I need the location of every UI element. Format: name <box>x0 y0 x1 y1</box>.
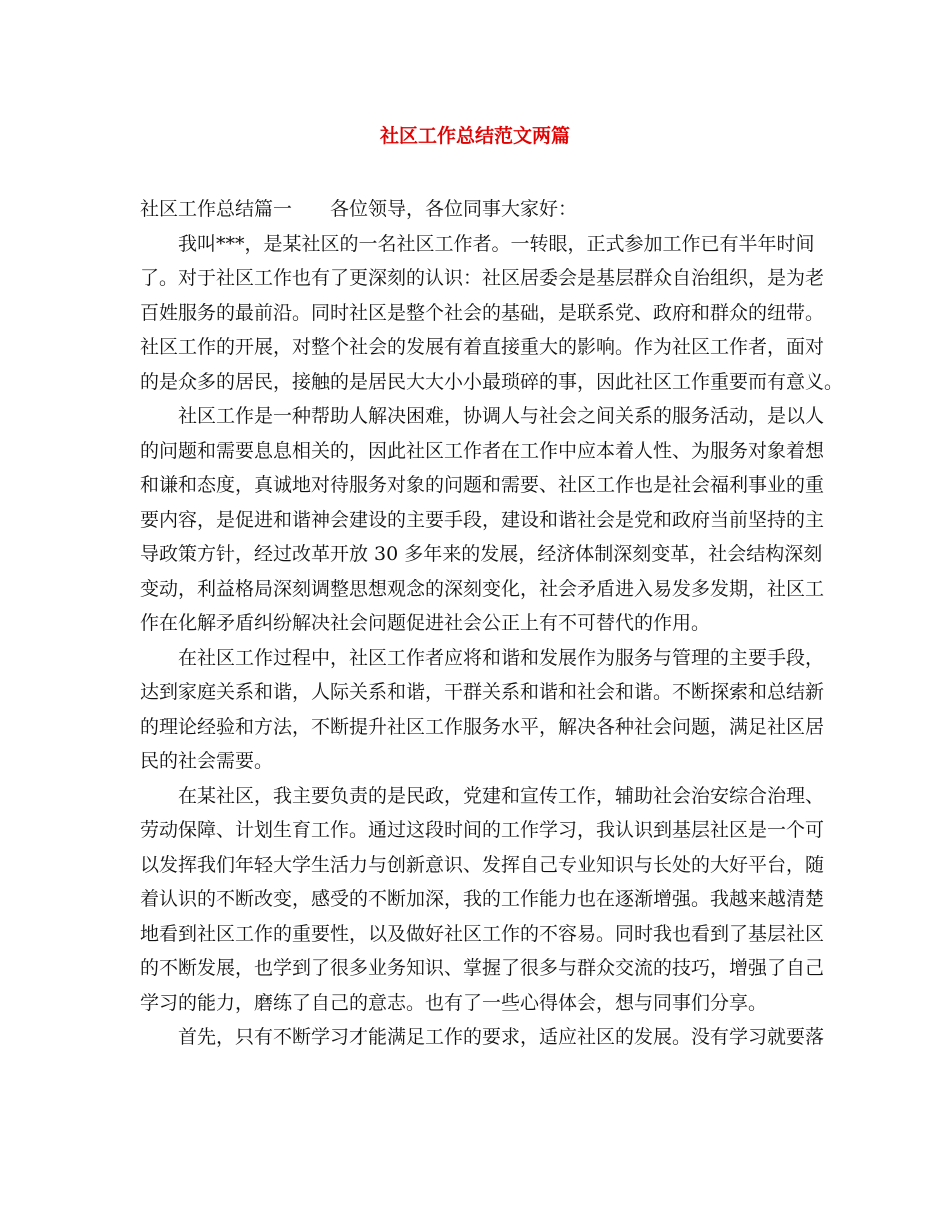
text-line: 在社区工作过程中，社区工作者应将和谐和发展作为服务与管理的主要手段， <box>178 646 825 669</box>
text-line: 首先，只有不断学习才能满足工作的要求，适应社区的发展。没有学习就要落 <box>178 1026 825 1048</box>
text-line: 和谦和态度，真诚地对待服务对象的问题和需要、社区工作也是社会福利事业的重 <box>140 474 825 496</box>
text-line: 劳动保障、计划生育工作。通过这段时间的工作学习，我认识到基层社区是一个可 <box>140 819 825 841</box>
text-line: 达到家庭关系和谐，人际关系和谐，干群关系和谐和社会和谐。不断探索和总结新 <box>140 681 825 703</box>
text-line: 百姓服务的最前沿。同时社区是整个社会的基础，是联系党、政府和群众的纽带。 <box>140 301 825 324</box>
text-line: 的不断发展，也学到了很多业务知识、掌握了很多与群众交流的技巧，增强了自己 <box>140 957 825 979</box>
text-line: 的问题和需要息息相关的，因此社区工作者在工作中应本着人性、为服务对象着想 <box>140 439 825 462</box>
text-line: 地看到社区工作的重要性，以及做好社区工作的不容易。同时我也看到了基层社区 <box>140 922 825 945</box>
text-line: 社区工作是一种帮助人解决困难，协调人与社会之间关系的服务活动，是以人 <box>178 405 825 427</box>
greeting: 各位领导，各位同事大家好： <box>330 198 578 220</box>
text-line: 在某社区，我主要负责的是民政，党建和宣传工作，辅助社会治安综合治理、 <box>178 784 825 807</box>
paragraph-lines <box>140 227 844 1055</box>
text-line: 民的社会需要。 <box>140 750 274 772</box>
text-line: 了。对于社区工作也有了更深刻的认识：社区居委会是基层群众自治组织，是为老 <box>140 267 825 289</box>
text-line: 的理论经验和方法，不断提升社区工作服务水平，解决各种社会问题，满足社区居 <box>140 715 825 738</box>
text-line: 导政策方针，经过改革开放 30 多年来的发展，经济体制深刻变革，社会结构深刻 <box>140 543 823 565</box>
section-heading: 社区工作总结篇一 <box>140 198 293 220</box>
intro-line <box>140 192 820 227</box>
text-line: 我叫***，是某社区的一名社区工作者。一转眼，正式参加工作已有半年时间 <box>178 232 815 255</box>
text-line: 的是众多的居民，接触的是居民大大小小最琐碎的事，因此社区工作重要而有意义。 <box>140 370 844 393</box>
text-line: 学习的能力，磨练了自己的意志。也有了一些心得体会，想与同事们分享。 <box>140 991 768 1014</box>
document-title: 社区工作总结范文两篇 <box>379 125 570 147</box>
text-line: 作在化解矛盾纠纷解决社会问题促进社会公正上有不可替代的作用。 <box>140 612 711 634</box>
document-body <box>140 192 844 1055</box>
text-line: 社区工作的开展，对整个社会的发展有着直接重大的影响。作为社区工作者，面对 <box>140 336 825 358</box>
text-line: 着认识的不断改变，感受的不断加深，我的工作能力也在逐渐增强。我越来越清楚 <box>140 888 825 910</box>
text-line: 以发挥我们年轻大学生活力与创新意识、发挥自己专业知识与长处的大好平台，随 <box>140 853 825 876</box>
text-line: 要内容，是促进和谐神会建设的主要手段，建设和谐社会是党和政府当前坚持的主 <box>140 508 825 531</box>
text-line: 变动，利益格局深刻调整思想观念的深刻变化，社会矛盾进入易发多发期，社区工 <box>140 577 825 600</box>
